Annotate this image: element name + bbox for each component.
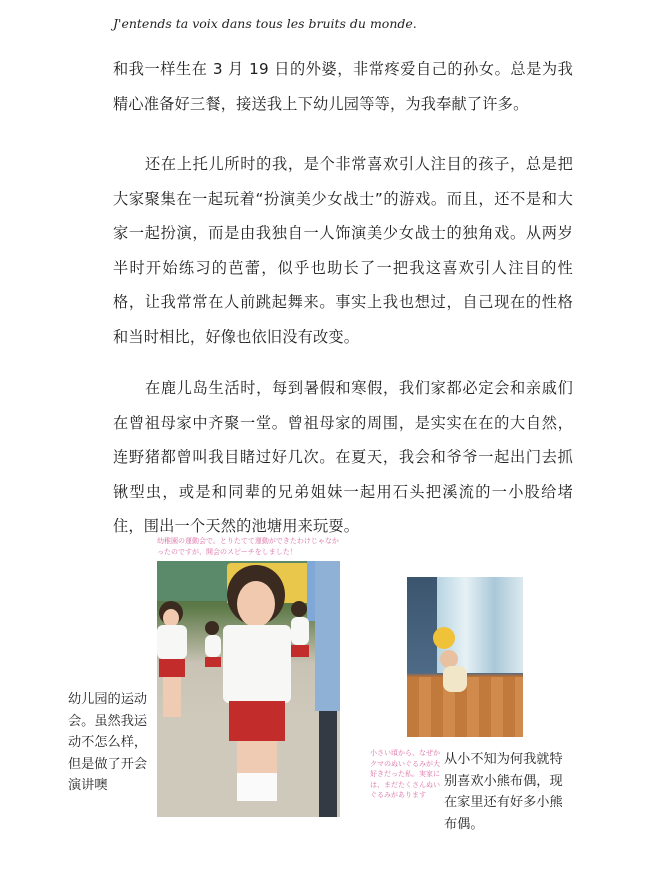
sports-day-photo [157, 561, 340, 817]
photo-1-japanese-caption: 幼稚園の運動会で。とりたてて運動ができたわけじゃなかったのですが、開会のスピーチをしました！ [157, 537, 339, 556]
photo-2-flowers [433, 627, 455, 649]
paragraph-grandmother: 和我一样生在 3 月 19 日的外婆，非常疼爱自己的孙女。总是为我精心准备好三餐，接送我上下幼儿园等等，为我奉献了许多。 [113, 60, 573, 113]
photo-1-caption: 幼儿园的运动会。虽然我运动不怎么样，但是做了开会演讲噢 [68, 692, 148, 793]
photo-2-baby-body [443, 666, 467, 692]
paragraph-kagoshima: 在鹿儿岛生活时，每到暑假和寒假，我们家都必定会和亲戚们在曾祖母家中齐聚一堂。曾祖母家的周围，是实实在在的大自然，连野猪都曾叫我目睹过好几次。在夏天，我会和爷爷一起出门去抓锹型虫，或是和同辈的兄弟姐妹一起用石头把溪流的一小股给堵住，围出一个天然的池塘用来玩耍。 [113, 379, 573, 536]
paragraph-nursery: 还在上托儿所时的我，是个非常喜欢引人注目的孩子，总是把大家聚集在一起玩着“扮演美少女战士”的游戏。而且，还不是和大家一起扮演，而是由我独自一人饰演美少女战士的独角戏。从两岁半时开始练习的芭蕾，似乎也助长了一把我这喜欢引人注目的性格，让我常常在人前跳起舞来。事实上我也想过，自己现在的性格和当时相比，好像也依旧没有改变。 [113, 155, 573, 346]
photo-2-japanese-caption: 小さい頃から、なぜかクマのぬいぐるみが大好きだった私。実家には、まだたくさんぬいぐるみがあります [370, 749, 440, 799]
bear-plush-photo [407, 577, 523, 737]
book-running-header: J'entends ta voix dans tous les bruits du monde. [113, 16, 417, 31]
photo-2-caption: 从小不知为何我就特别喜欢小熊布偶，现在家里还有好多小熊布偶。 [444, 752, 563, 832]
